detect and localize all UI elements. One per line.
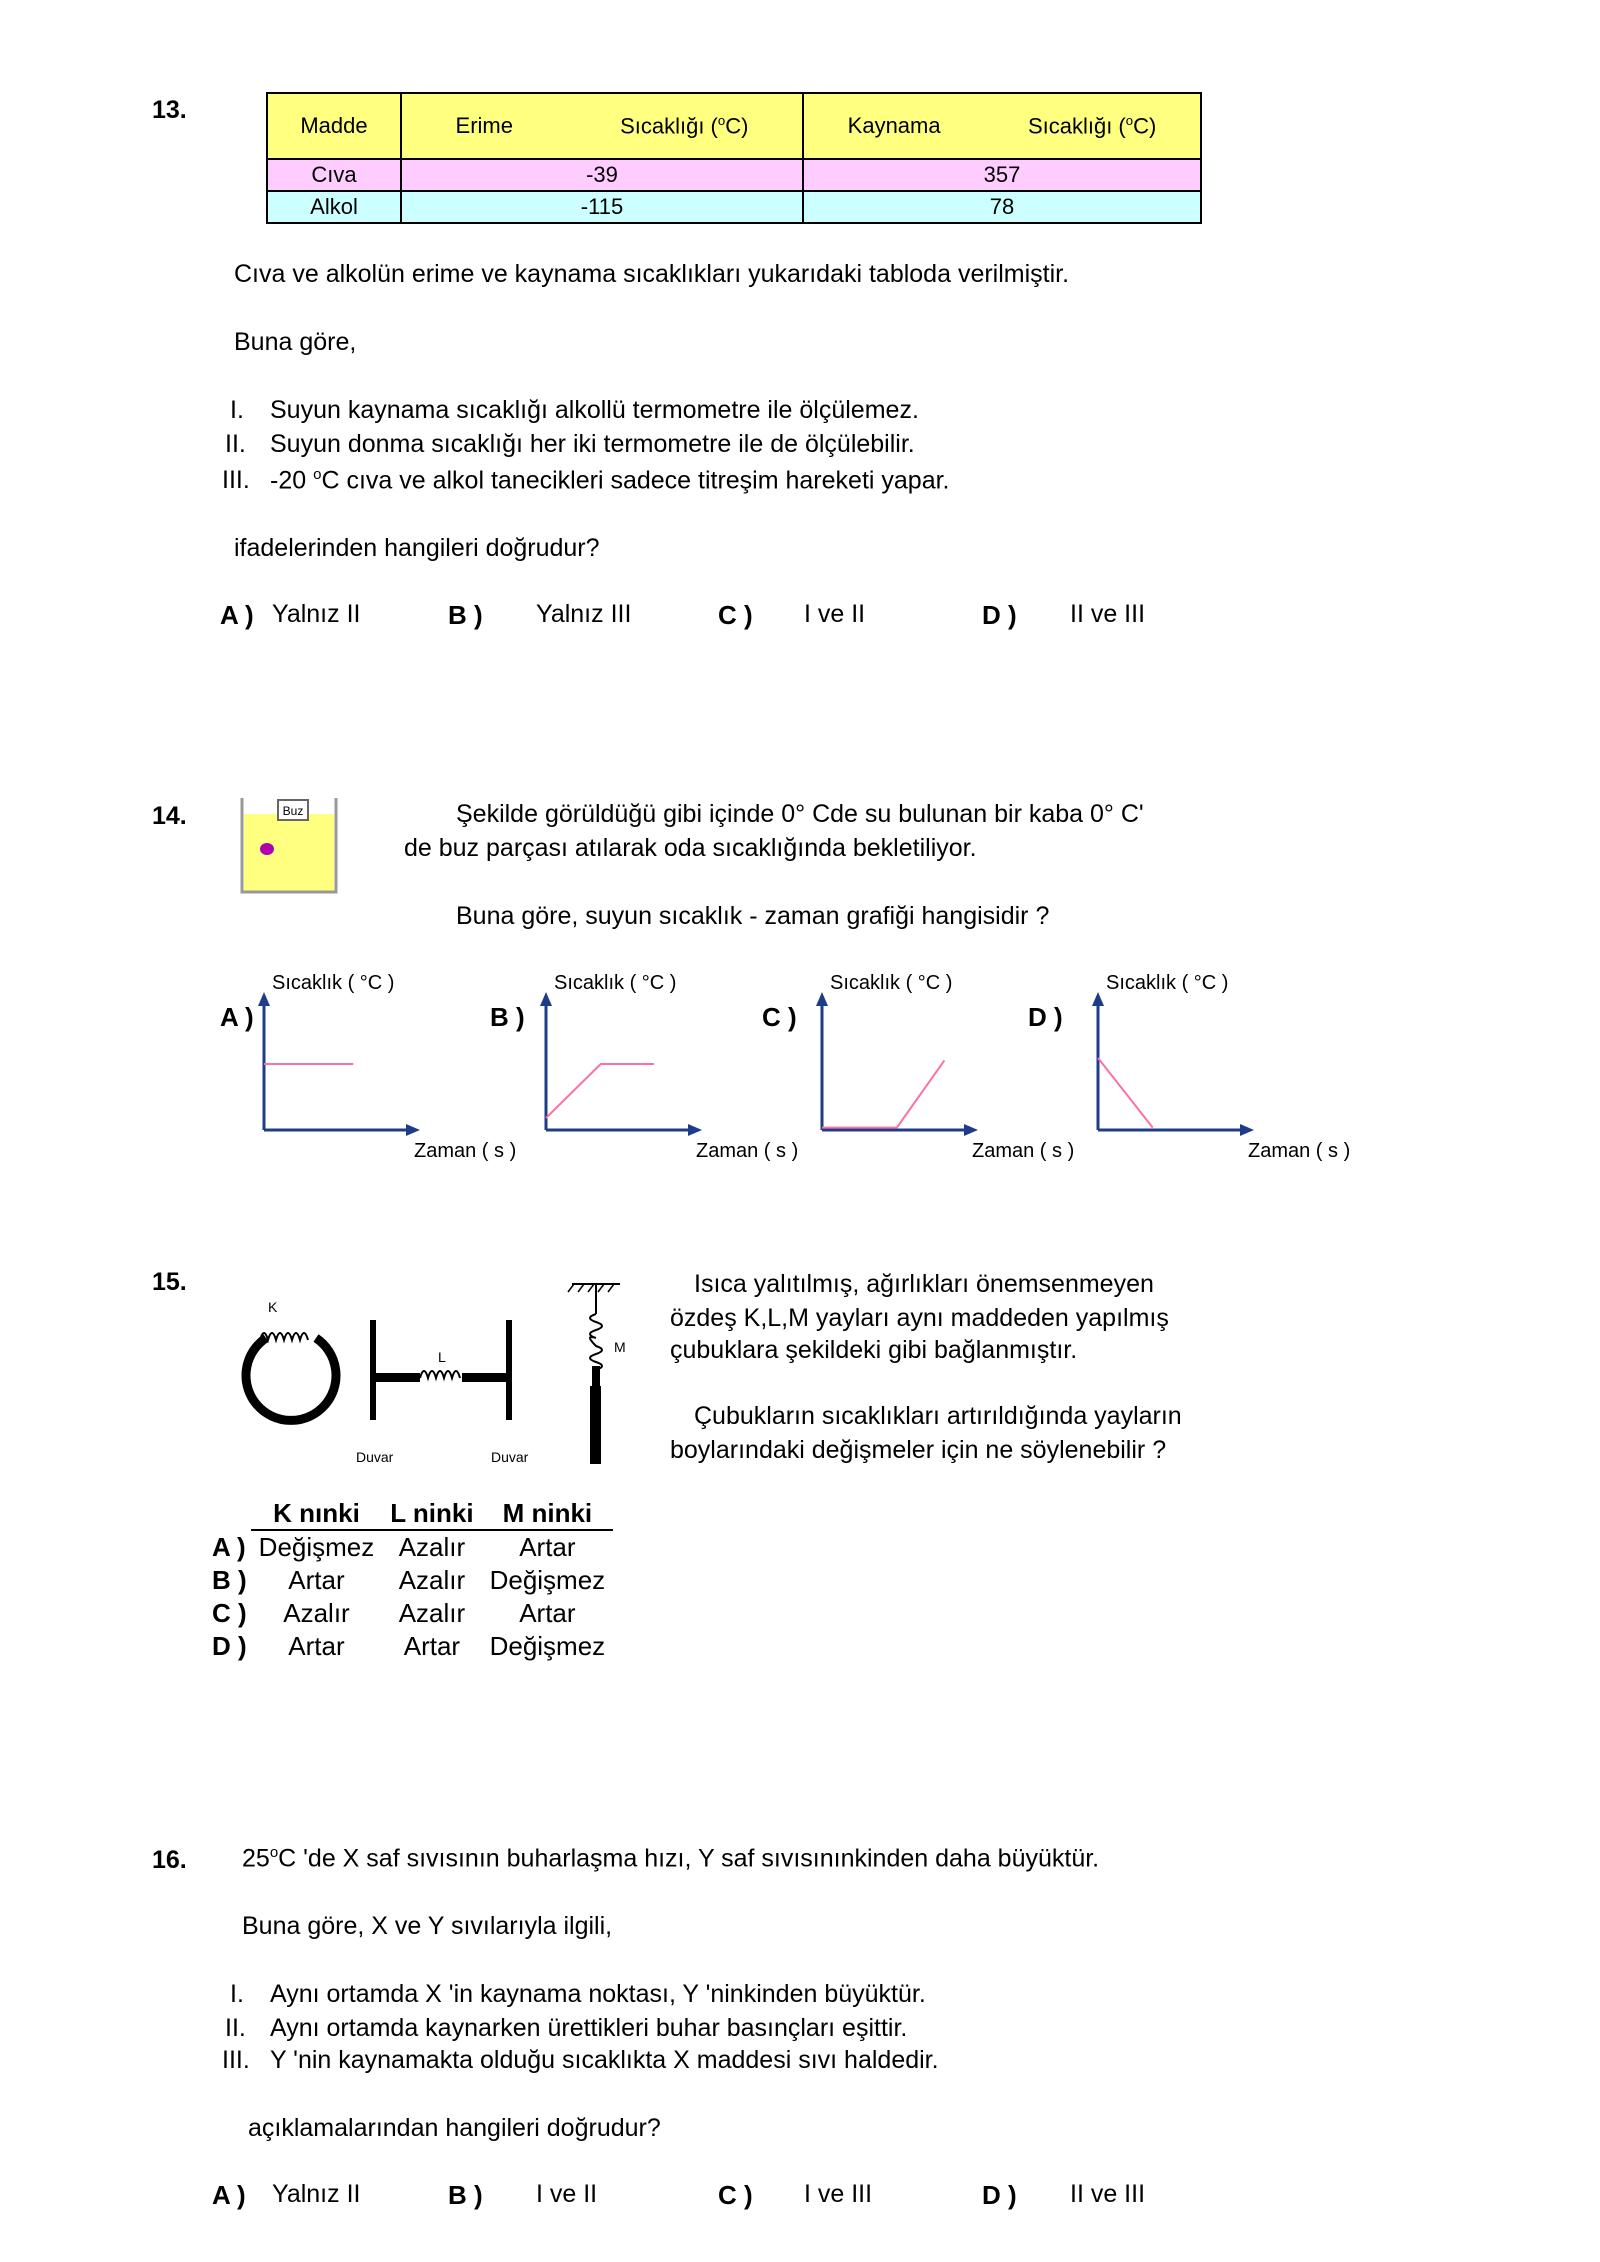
cell-l: Azalır: [398, 1598, 466, 1628]
question-number: 14.: [152, 802, 187, 830]
rod-m: [590, 1386, 601, 1464]
y-axis-arrow: [258, 992, 270, 1006]
particle: [260, 843, 274, 855]
x-axis-label: Zaman ( s ): [696, 1140, 799, 1162]
cell-m: Değişmez: [489, 1565, 606, 1595]
cell-madde: Alkol: [267, 191, 401, 223]
option-label[interactable]: D ): [212, 1631, 247, 1661]
question-number: 13.: [152, 96, 187, 124]
item-number: II.: [225, 430, 246, 458]
rod-left: [376, 1373, 420, 1382]
spring-l: [420, 1371, 460, 1378]
y-axis-label: Sıcaklık ( °C ): [554, 972, 677, 994]
ring-rod: [246, 1338, 336, 1420]
label-wall1: Duvar: [356, 1449, 394, 1465]
option-label[interactable]: C ): [762, 1002, 797, 1032]
header-kaynama: Kaynama Sıcaklığı ($^o$C): [803, 93, 1201, 159]
y-axis-arrow: [816, 992, 828, 1006]
q16-question: açıklamalarından hangileri doğrudur?: [248, 2114, 661, 2142]
option-text[interactable]: I ve II: [804, 600, 866, 628]
q15-text-line3: çubuklara şekildeki gibi bağlanmıştır.: [670, 1336, 1078, 1364]
beaker-figure: [236, 792, 344, 904]
option-label[interactable]: A ): [212, 2180, 246, 2210]
table-row[interactable]: [212, 1530, 613, 1564]
graph-curve: [822, 1060, 944, 1127]
option-label[interactable]: C ): [212, 1598, 247, 1628]
q14-text-line2: de buz parçası atılarak oda sıcaklığında bekletiliyor.: [404, 834, 977, 862]
water: [244, 814, 334, 892]
header-erime: Erime Sıcaklığı ($^o$C): [401, 93, 803, 159]
cell-m: Artar: [519, 1598, 576, 1628]
item-text: Y 'nin kaynamakta olduğu sıcaklıkta X maddesi sıvı haldedir.: [270, 2046, 939, 2074]
cell-k: Değişmez: [258, 1532, 375, 1562]
ice-label: Buz: [282, 804, 304, 818]
option-label[interactable]: D ): [1028, 1002, 1063, 1032]
item-text: Aynı ortamda X 'in kaynama noktası, Y 'ninkinden büyüktür.: [270, 1980, 926, 2008]
y-axis-label: Sıcaklık ( °C ): [1106, 972, 1229, 994]
wall-left: [370, 1320, 376, 1420]
graph-curve: [546, 1064, 654, 1118]
option-label[interactable]: A ): [220, 600, 254, 630]
spring-k: [260, 1333, 308, 1340]
cell-m: Artar: [519, 1532, 576, 1562]
q14-text-line1: Şekilde görüldüğü gibi içinde 0° Cde su bulunan bir kaba 0° C': [456, 800, 1144, 828]
label-l: L: [438, 1349, 446, 1365]
y-axis-arrow: [540, 992, 552, 1006]
q15-text-line5: boylarındaki değişmeler için ne söylenebilir ?: [670, 1436, 1167, 1464]
label-k: K: [268, 1299, 278, 1315]
y-axis-label: Sıcaklık ( °C ): [830, 972, 953, 994]
cell-madde: Cıva: [267, 159, 401, 191]
table-row[interactable]: [212, 1597, 613, 1630]
q16-lead: Buna göre, X ve Y sıvılarıyla ilgili,: [242, 1912, 613, 1940]
option-label[interactable]: D ): [982, 2180, 1017, 2210]
table-row[interactable]: [212, 1630, 613, 1663]
x-axis-arrow: [406, 1124, 420, 1136]
q15-text-line4: Çubukların sıcaklıkları artırıldığında yayların: [694, 1402, 1182, 1430]
x-axis-arrow: [688, 1124, 702, 1136]
graph-axes: [1098, 1000, 1242, 1130]
option-text[interactable]: Yalnız II: [272, 2180, 361, 2208]
option-text[interactable]: Yalnız II: [272, 600, 361, 628]
item-text: -20 $^o$C cıva ve alkol tanecikleri sadece titreşim hareketi yapar.: [270, 466, 950, 495]
option-label[interactable]: D ): [982, 600, 1017, 630]
table-row: [267, 191, 1201, 223]
q16-stem: 25$^o$C 'de X saf sıvısının buharlaşma hızı, Y saf sıvısınınkinden daha büyüktür.: [242, 1844, 1100, 1873]
option-label[interactable]: A ): [212, 1531, 246, 1562]
item-number: I.: [230, 1980, 244, 2008]
graph-b[interactable]: [540, 990, 710, 1140]
q13-intro: Cıva ve alkolün erime ve kaynama sıcaklıkları yukarıdaki tabloda verilmiştir.: [234, 260, 1070, 288]
cell-m: Değişmez: [489, 1631, 606, 1661]
x-axis-label: Zaman ( s ): [1248, 1140, 1351, 1162]
table-row[interactable]: [212, 1564, 613, 1597]
cell-kaynama: 78: [803, 191, 1201, 223]
question-number: 16.: [152, 1846, 187, 1874]
option-text[interactable]: II ve III: [1070, 600, 1146, 628]
x-axis-label: Zaman ( s ): [414, 1140, 517, 1162]
option-label[interactable]: B ): [448, 600, 483, 630]
label-wall2: Duvar: [491, 1449, 529, 1465]
cell-k: Artar: [288, 1631, 345, 1661]
rod-right: [462, 1373, 506, 1382]
item-number: III.: [222, 466, 250, 494]
graph-c[interactable]: [816, 990, 986, 1140]
item-text: Suyun donma sıcaklığı her iki termometre ile de ölçülebilir.: [270, 430, 915, 458]
q15-text-line1: Isıca yalıtılmış, ağırlıkları önemsenmeyen: [694, 1270, 1154, 1298]
x-axis-arrow: [964, 1124, 978, 1136]
spring-answer-table: [212, 1497, 613, 1663]
option-text[interactable]: II ve III: [1070, 2180, 1146, 2208]
option-label[interactable]: B ): [448, 2180, 483, 2210]
cell-l: Azalır: [398, 1565, 466, 1595]
table-row: [267, 159, 1201, 191]
q13-question: ifadelerinden hangileri doğrudur?: [234, 534, 600, 562]
option-label[interactable]: B ): [212, 1565, 247, 1595]
y-axis-arrow: [1092, 992, 1104, 1006]
question-number: 15.: [152, 1268, 187, 1296]
label-m: M: [614, 1339, 626, 1355]
y-axis-label: Sıcaklık ( °C ): [272, 972, 395, 994]
header-l: L ninki: [382, 1497, 481, 1530]
q14-question: Buna göre, suyun sıcaklık - zaman grafiği hangisidir ?: [456, 902, 1050, 930]
option-label[interactable]: B ): [490, 1002, 525, 1032]
cell-erime: -39: [401, 159, 803, 191]
graph-axes: [822, 1000, 966, 1130]
cell-l: Azalır: [398, 1532, 466, 1562]
cell-kaynama: 357: [803, 159, 1201, 191]
ceiling-hatch: [568, 1284, 614, 1292]
option-label[interactable]: A ): [220, 1002, 254, 1032]
item-number: I.: [230, 396, 244, 424]
option-label[interactable]: C ): [718, 2180, 753, 2210]
cell-erime: -115: [401, 191, 803, 223]
item-text: Aynı ortamda kaynarken ürettikleri buhar basınçları eşittir.: [270, 2014, 908, 2042]
wall-right: [506, 1320, 512, 1420]
spring-m: [590, 1314, 602, 1370]
option-text[interactable]: Yalnız III: [536, 600, 632, 628]
springs-figure: [216, 1270, 636, 1470]
header-m: M ninki: [482, 1497, 614, 1530]
header-madde: Madde: [267, 93, 401, 159]
option-text[interactable]: I ve III: [804, 2180, 873, 2208]
x-axis-arrow: [1240, 1124, 1254, 1136]
cell-l: Artar: [403, 1631, 461, 1661]
graph-d[interactable]: [1092, 990, 1262, 1140]
graph-curve: [1098, 1058, 1153, 1128]
cell-k: Artar: [288, 1565, 345, 1595]
q15-text-line2: özdeş K,L,M yayları aynı maddeden yapılmış: [670, 1304, 1169, 1332]
q13-lead: Buna göre,: [234, 328, 357, 356]
item-number: III.: [222, 2046, 250, 2074]
cell-k: Azalır: [283, 1598, 350, 1628]
option-label[interactable]: C ): [718, 600, 753, 630]
header-k: K nınki: [251, 1497, 383, 1530]
x-axis-label: Zaman ( s ): [972, 1140, 1075, 1162]
graph-a[interactable]: [258, 990, 428, 1140]
item-text: Suyun kaynama sıcaklığı alkollü termometre ile ölçülemez.: [270, 396, 919, 424]
item-number: II.: [225, 2014, 246, 2042]
temperature-table: [266, 92, 1202, 224]
option-text[interactable]: I ve II: [536, 2180, 598, 2208]
rod-m-top: [592, 1366, 600, 1386]
